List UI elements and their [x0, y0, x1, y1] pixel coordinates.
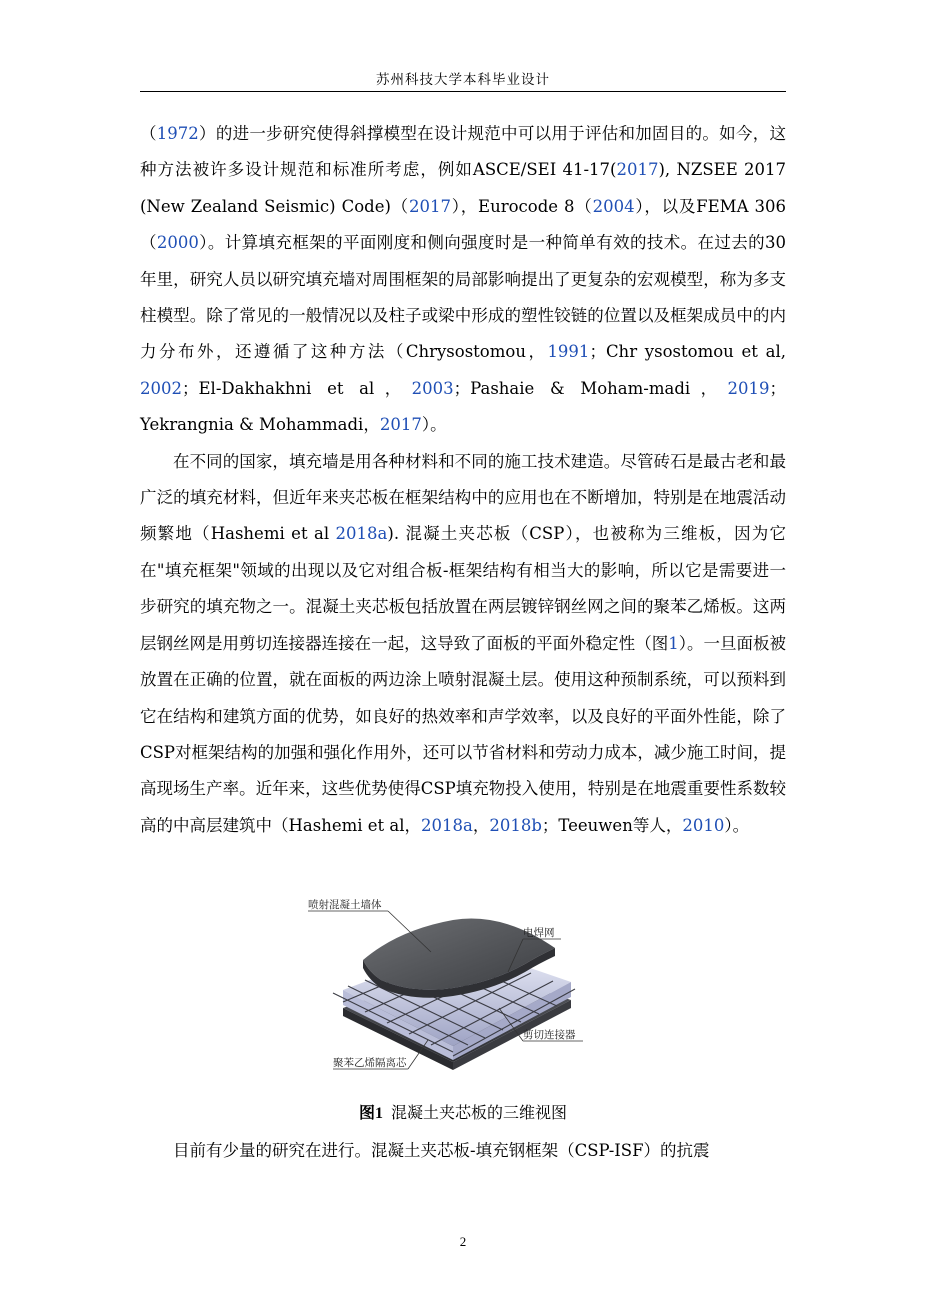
citation-link[interactable]: 2018a [421, 815, 473, 835]
page-header: 苏州科技大学本科毕业设计 [376, 72, 550, 88]
body-text [140, 116, 786, 844]
citation-link[interactable]: 2010 [682, 815, 725, 835]
citation-link[interactable]: 2019 [727, 378, 770, 398]
sandwich-panel-figure [303, 890, 603, 1080]
citation-link[interactable]: 2003 [411, 378, 454, 398]
paragraph-3-start: 目前有少量的研究在进行。混凝土夹芯板-填充钢框架（CSP-ISF）的抗震 [173, 1141, 710, 1160]
citation-link[interactable]: 1972 [156, 124, 199, 143]
label-shotcrete-wall: 喷射混凝土墙体 [308, 899, 382, 911]
figure-caption [140, 1100, 786, 1123]
label-shear-connector: 剪切连接器 [523, 1029, 576, 1041]
citation-link[interactable]: 2018a [335, 524, 388, 544]
citation-link[interactable]: 2017 [408, 196, 451, 216]
figure-link[interactable]: 1 [668, 633, 679, 653]
label-welded-mesh: 电焊网 [523, 927, 555, 939]
paragraph-2: 在不同的国家，填充墙是用各种材料和不同的施工技术建造。尽管砖石是最古老和最广泛的填充材料，但近年来夹芯板在框架结构中的应用也在不断增加，特别是在地震活动频繁地（Hashemi et al 2018a). 混凝土夹芯板（CSP），也被称为三维板，因为它在"填充框架"领域的出现以及它对组合板-框架结构有相当大的影响，所以它是需要进一步研究的填充物之一。混凝土夹芯板包括放置在两层镀锌钢丝网之间的聚苯乙烯板。这两层钢丝网是用剪切连接器连接在一起，这导致了面板的平面外稳定性（图1）。一旦面板被放置在正确的位置，就在面板的两边涂上喷射混凝土层。使用这种预制系统，可以预料到它在结构和建筑方面的优势，如良好的热效率和声学效率，以及良好的平面外性能，除了CSP对框架结构的加强和强化作用外，还可以节省材料和劳动力成本，减少施工时间，提高现场生产率。近年来，这些优势使得CSP填充物投入使用，特别是在地震重要性系数较高的中高层建筑中（Hashemi et al，2018a，2018b；Teeuwen等人，2010）。 [140, 451, 787, 835]
page-number: 2 [459, 1234, 467, 1249]
figure-number: 图1 [358, 1105, 383, 1122]
citation-link[interactable]: 1991 [547, 342, 590, 362]
citation-link[interactable]: 2002 [140, 378, 182, 398]
citation-link[interactable]: 2018b [489, 815, 542, 835]
citation-link[interactable]: 2017 [379, 415, 422, 435]
citation-link[interactable]: 2000 [156, 233, 199, 253]
sandwich-panel-illustration [303, 890, 603, 1080]
figure-caption-text: 混凝土夹芯板的三维视图 [391, 1103, 568, 1122]
citation-link[interactable]: 2017 [616, 160, 659, 180]
label-polystyrene-core: 聚苯乙烯隔离芯 [333, 1057, 407, 1069]
citation-link[interactable]: 2004 [592, 196, 635, 216]
header-divider [140, 91, 786, 92]
paragraph-1: （1972）的进一步研究使得斜撑模型在设计规范中可以用于评估和加固目的。如今，这种方法被许多设计规范和标准所考虑，例如ASCE/SEI 41-17(2017), NZSEE 2017 (New Zealand Seismic) Code)（2017），Eurocode 8（2004），以及FEMA 306（2000）。计算填充框架的平面刚度和侧向强度时是一种简单有效的技术。在过去的30年里，研究人员以研究填充墙对周围框架的局部影响提出了更复杂的宏观模型，称为多支柱模型。除了常见的一般情况以及柱子或梁中形成的塑性铰链的位置以及框架成员中的内力分布外，还遵循了这种方法（Chrysostomou，1991；Chr ysostomou et al, 2002；El-Dakhakhni et al，2003；Pashaie & Moham-madi，2019；Yekrangnia & Mohammadi，2017）。 [140, 124, 787, 435]
